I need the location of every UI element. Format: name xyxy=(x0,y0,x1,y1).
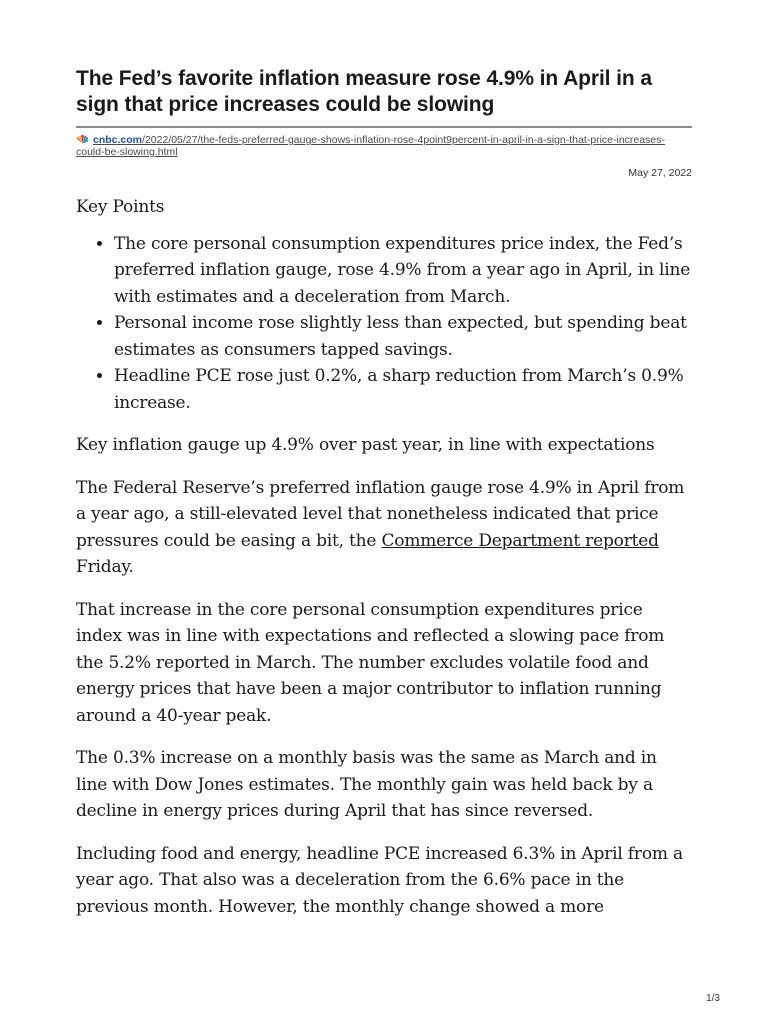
source-line xyxy=(76,134,692,158)
key-points-heading: Key Points xyxy=(76,197,165,217)
title-divider xyxy=(76,126,692,128)
article-title: The Fed’s favorite inflation measure rose 4.9% in April in a sign that price increases could be slowing xyxy=(76,67,652,116)
key-point-item: • The core personal consumption expenditures price index, the Fed’s preferred inflation gauge, rose 4.9% from a year ago in April, in line with estimates and a deceleration from March. xyxy=(114,231,692,311)
commerce-department-link[interactable]: Commerce Department reported xyxy=(381,530,659,551)
key-point-item: • Headline PCE rose just 0.2%, a sharp reduction from March’s 0.9% increase. xyxy=(114,363,692,416)
page-number: 1/3 xyxy=(706,993,720,1004)
article-date: May 27, 2022 xyxy=(628,167,692,179)
source-link[interactable] xyxy=(76,134,665,158)
article-page xyxy=(76,66,692,920)
paragraph-1-text: The Federal Reserve’s preferred inflation gauge rose 4.9% in April from a year ago, a still-elevated level that nonetheless indicated that price pressures could be easing a bit, the xyxy=(76,477,685,551)
source-path: /2022/05/27/the-feds-preferred-gauge-shows-inflation-rose-4point9percent-in-april-in-a-sign-that-price-increases-could-be-slowing.html xyxy=(76,134,665,158)
paragraph-1-text-end: Friday. xyxy=(76,557,134,577)
key-points-list xyxy=(76,231,692,417)
article-subheading: Key inflation gauge up 4.9% over past year, in line with expectations xyxy=(76,435,655,455)
paragraph-2: That increase in the core personal consumption expenditures price index was in line with expectations and reflected a slowing pace from the 5.2% reported in March. The number excludes volatile food and energy prices that have been a major contributor to inflation running around a 40-year peak. xyxy=(76,599,665,726)
paragraph-3: The 0.3% increase on a monthly basis was the same as March and in line with Dow Jones estimates. The monthly gain was held back by a decline in energy prices during April that has since reversed. xyxy=(76,748,657,821)
paragraph-1 xyxy=(76,475,692,581)
paragraph-4: Including food and energy, headline PCE increased 6.3% in April from a year ago. That also was a deceleration from the 6.6% pace in the previous month. However, the monthly change showed a more xyxy=(76,843,683,917)
key-point-item: • Personal income rose slightly less than expected, but spending beat estimates as consumers tapped savings. xyxy=(114,310,692,363)
source-domain: cnbc.com xyxy=(93,134,143,146)
nbc-peacock-icon xyxy=(76,135,89,144)
